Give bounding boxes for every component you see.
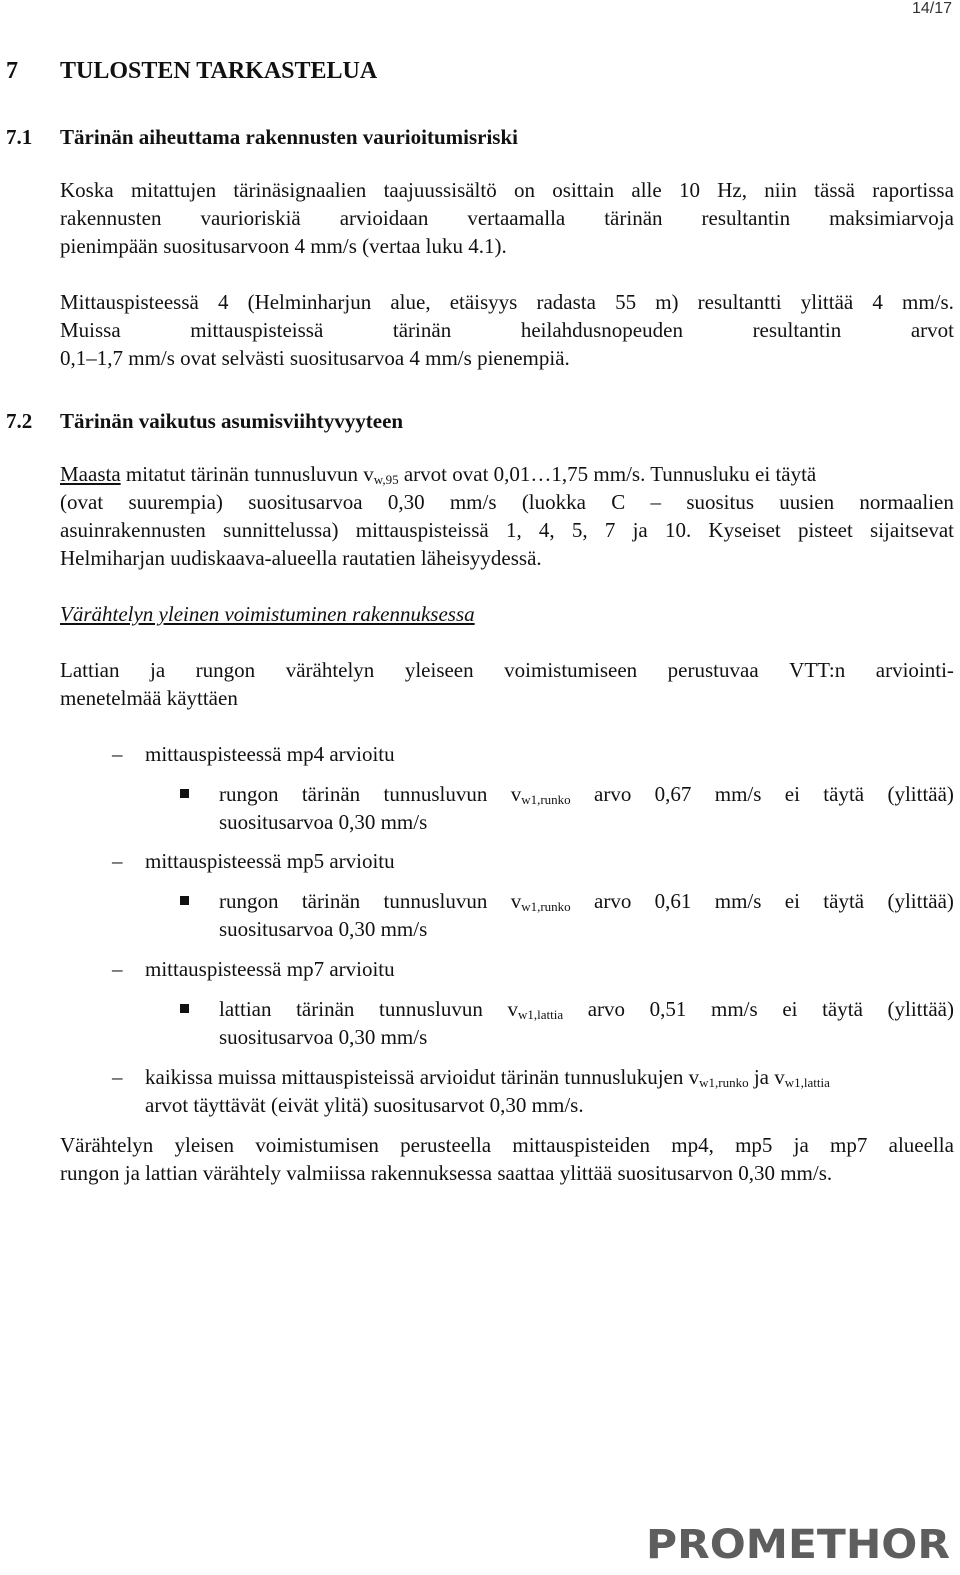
- word: Koska: [60, 178, 114, 202]
- word: mp4,: [671, 1133, 714, 1157]
- word: yleisen: [174, 1133, 235, 1157]
- word: rungon: [195, 658, 256, 682]
- word: (ylittää): [887, 997, 954, 1021]
- word: täytä: [823, 782, 865, 806]
- section-number: 7: [6, 58, 18, 84]
- word: 0,67: [654, 782, 692, 806]
- word: alueella: [888, 1133, 954, 1157]
- word: ja: [793, 1133, 809, 1157]
- dash-list-item: [112, 740, 954, 768]
- square-item-text: [219, 995, 954, 1051]
- text-span: mitatut tärinän tunnusluvun v: [120, 462, 374, 486]
- text-line: arvot täyttävät (eivät ylitä) suositusarvot 0,30 mm/s.: [145, 1093, 584, 1117]
- section-number: 7.1: [6, 125, 33, 149]
- justified-line: [60, 488, 954, 516]
- list-item-label: mittauspisteessä mp4 arvioitu: [145, 742, 395, 766]
- subscript: w1,lattia: [784, 1075, 830, 1090]
- word: 1,: [505, 518, 522, 542]
- word: tärinän: [604, 206, 663, 230]
- logo-graphic: [646, 1522, 952, 1566]
- word: mm/s: [711, 997, 758, 1021]
- justified-line: [219, 995, 954, 1023]
- text-span: ja v: [748, 1065, 785, 1089]
- justified-line: [219, 887, 954, 915]
- word: tunnusluvun: [383, 782, 488, 806]
- dash-bullet: –: [112, 849, 123, 873]
- word: arvo: [587, 997, 626, 1021]
- subscript: w1,runko: [521, 899, 571, 914]
- square-bullet-icon: [180, 896, 189, 905]
- square-list-item: [180, 995, 954, 1051]
- dash-bullet: –: [112, 742, 123, 766]
- text-line: [60, 460, 954, 488]
- word: ei: [784, 889, 800, 913]
- word: ja: [150, 658, 166, 682]
- section-heading-7-1: [6, 125, 518, 150]
- word: perusteella: [400, 1133, 492, 1157]
- word: (ylittää): [887, 782, 954, 806]
- justified-line: [60, 516, 954, 544]
- word: 55: [615, 290, 637, 314]
- word: raportissa: [872, 178, 954, 202]
- word: lattian: [219, 997, 272, 1021]
- word: rungon: [219, 889, 279, 913]
- word: Mittauspisteessä: [60, 290, 199, 314]
- word: mp7: [830, 1133, 868, 1157]
- square-item-text: [219, 780, 954, 836]
- word: 10.: [664, 518, 692, 542]
- word: mitattujen: [130, 178, 217, 202]
- word: radasta: [536, 290, 596, 314]
- square-bullet-icon: [180, 1004, 189, 1013]
- word: normaalien: [859, 490, 954, 514]
- word: ei: [784, 782, 800, 806]
- word: täytä: [823, 889, 865, 913]
- word: 0,61: [654, 889, 692, 913]
- text-span: kaikissa muissa mittauspisteissä arvioidut tärinän tunnuslukujen v: [145, 1065, 700, 1089]
- subscript: w1,runko: [521, 792, 571, 807]
- word: –: [650, 490, 662, 514]
- square-item-text: [219, 887, 954, 943]
- word: täytä: [822, 997, 863, 1021]
- word: suositus: [686, 490, 755, 514]
- word: (ovat: [60, 490, 104, 514]
- word: voimistumiseen: [504, 658, 638, 682]
- word: heilahdusnopeuden: [520, 318, 683, 342]
- word: alue,: [390, 290, 431, 314]
- text-line: rungon ja lattian värähtely valmiissa rakennuksessa saattaa ylittää suositusarvon 0,30 mm/s.: [60, 1161, 833, 1185]
- word: tässä: [814, 178, 855, 202]
- section-heading-7: [6, 58, 377, 85]
- underlined-word: Maasta: [60, 462, 121, 486]
- paragraph-7-2-a: [60, 460, 954, 572]
- word: voimistumisen: [255, 1133, 379, 1157]
- word: arvo: [594, 889, 632, 913]
- symbol: $v_{w1,runko}$: [510, 782, 571, 807]
- justified-line: [60, 176, 954, 204]
- word: ylittää: [800, 290, 854, 314]
- dash-list-item: [112, 1063, 954, 1119]
- word: taajuussisältö: [383, 178, 497, 202]
- word: suositusarvoa: [248, 490, 363, 514]
- word: tärinäsignaalien: [233, 178, 367, 202]
- word: alle: [631, 178, 662, 202]
- section-number: 7.2: [6, 409, 33, 433]
- word: 4: [872, 290, 883, 314]
- word: tunnusluvun: [383, 889, 488, 913]
- text-line: [145, 1063, 954, 1091]
- paragraph-7-2-b: [60, 656, 954, 712]
- word: (ylittää): [887, 889, 954, 913]
- word: tunnusluvun: [379, 997, 483, 1021]
- word: 5,: [571, 518, 588, 542]
- square-bullet-icon: [180, 789, 189, 798]
- text-line: suositusarvoa 0,30 mm/s: [219, 1025, 428, 1049]
- list-item-label: mittauspisteessä mp5 arvioitu: [145, 849, 395, 873]
- word: etäisyys: [449, 290, 518, 314]
- promethor-logo: [646, 1522, 952, 1566]
- justified-line: [60, 316, 954, 344]
- subscript: w,95: [373, 472, 399, 487]
- word: arvot: [910, 318, 954, 342]
- word: vertaamalla: [467, 206, 566, 230]
- word: vaurioriskiä: [200, 206, 301, 230]
- subscript: w1,runko: [699, 1075, 749, 1090]
- section-title: Tärinän aiheuttama rakennusten vaurioitumisriski: [60, 125, 518, 149]
- word: resultantin: [752, 318, 842, 342]
- word: uusien: [779, 490, 835, 514]
- justified-line: [60, 1131, 954, 1159]
- section-title: Tärinän vaikutus asumisviihtyvyyteen: [60, 409, 404, 433]
- word: mm/s: [714, 889, 762, 913]
- justified-line: [60, 204, 954, 232]
- text-line: menetelmää käyttäen: [60, 686, 238, 710]
- word: niin: [764, 178, 797, 202]
- dash-bullet: –: [112, 957, 123, 981]
- word: ja: [632, 518, 648, 542]
- dash-bullet: –: [112, 1065, 123, 1089]
- word: suurempia): [128, 490, 223, 514]
- section-heading-7-2: [6, 409, 403, 434]
- square-list-item: [180, 887, 954, 943]
- word: 10: [678, 178, 700, 202]
- word: Lattian: [60, 658, 120, 682]
- symbol: $v_{w1,lattia}$: [507, 997, 564, 1022]
- text-line: 0,1–1,7 mm/s ovat selvästi suositusarvoa 4 mm/s pienempiä.: [60, 346, 570, 370]
- word: 4: [217, 290, 229, 314]
- justified-line: [219, 780, 954, 808]
- word: maksimiarvoja: [829, 206, 954, 230]
- word: on: [514, 178, 535, 202]
- dash-list-item: [112, 847, 954, 875]
- text-line: pienimpään suositusarvoon 4 mm/s (vertaa luku 4.1).: [60, 234, 507, 258]
- text-line: suositusarvoa 0,30 mm/s: [219, 917, 428, 941]
- word: 4,: [538, 518, 555, 542]
- paragraph-7-1-a: [60, 176, 954, 260]
- word: (Helminharjun: [247, 290, 372, 314]
- word: m): [655, 290, 679, 314]
- word: mp5: [735, 1133, 773, 1157]
- word: mittauspisteiden: [512, 1133, 651, 1157]
- word: ei: [782, 997, 798, 1021]
- word: asuinrakennusten: [60, 518, 206, 542]
- word: rakennusten: [60, 206, 162, 230]
- word: sunnittelussa): [223, 518, 339, 542]
- paragraph-7-1-b: [60, 288, 954, 372]
- subheading: [60, 600, 954, 628]
- text-span: arvot ovat 0,01…1,75 mm/s. Tunnusluku ei täytä: [398, 462, 817, 486]
- section-title: TULOSTEN TARKASTELUA: [60, 58, 378, 84]
- word: 0,30: [387, 490, 425, 514]
- word: mm/s.: [902, 290, 954, 314]
- word: VTT:n: [789, 658, 846, 682]
- word: yleiseen: [404, 658, 474, 682]
- list-item-label: [145, 1063, 954, 1119]
- word: tärinän: [392, 318, 452, 342]
- word: resultantin: [701, 206, 791, 230]
- dash-list-item: [112, 955, 954, 983]
- word: perustuvaa: [667, 658, 759, 682]
- square-list-item: [180, 780, 954, 836]
- justified-line: [60, 288, 954, 316]
- subheading-text: Värähtelyn yleinen voimistuminen rakennuksessa: [60, 602, 475, 626]
- word: Hz,: [717, 178, 747, 202]
- word: tärinän: [296, 997, 355, 1021]
- word: arviointi-: [875, 658, 954, 682]
- justified-line: [60, 656, 954, 684]
- subscript: w1,lattia: [517, 1007, 564, 1022]
- word: osittain: [552, 178, 615, 202]
- logo-text: PROMETHOR: [646, 1522, 950, 1566]
- word: sijaitsevat: [870, 518, 954, 542]
- word: (luokka: [521, 490, 586, 514]
- word: rungon: [219, 782, 279, 806]
- word: 0,51: [649, 997, 687, 1021]
- word: mm/s: [714, 782, 762, 806]
- word: mittauspisteissä: [190, 318, 324, 342]
- word: mittauspisteissä: [355, 518, 489, 542]
- text-line: suositusarvoa 0,30 mm/s: [219, 810, 428, 834]
- word: Värähtelyn: [60, 1133, 154, 1157]
- paragraph-7-2-c: [60, 1131, 954, 1187]
- word: mm/s: [449, 490, 497, 514]
- list-item-label: mittauspisteessä mp7 arvioitu: [145, 957, 395, 981]
- page-number: 14/17: [911, 0, 952, 17]
- word: arvo: [594, 782, 632, 806]
- word: resultantti: [697, 290, 782, 314]
- word: tärinän: [301, 782, 361, 806]
- word: tärinän: [301, 889, 361, 913]
- word: pisteet: [797, 518, 853, 542]
- word: Muissa: [60, 318, 121, 342]
- word: C: [611, 490, 626, 514]
- text-line: Helmiharjan uudiskaava-alueella rautatien läheisyydessä.: [60, 546, 542, 570]
- word: 7: [604, 518, 616, 542]
- symbol: $v_{w1,runko}$: [510, 889, 571, 914]
- word: värähtelyn: [285, 658, 375, 682]
- word: arvioidaan: [339, 206, 429, 230]
- word: Kyseiset: [708, 518, 781, 542]
